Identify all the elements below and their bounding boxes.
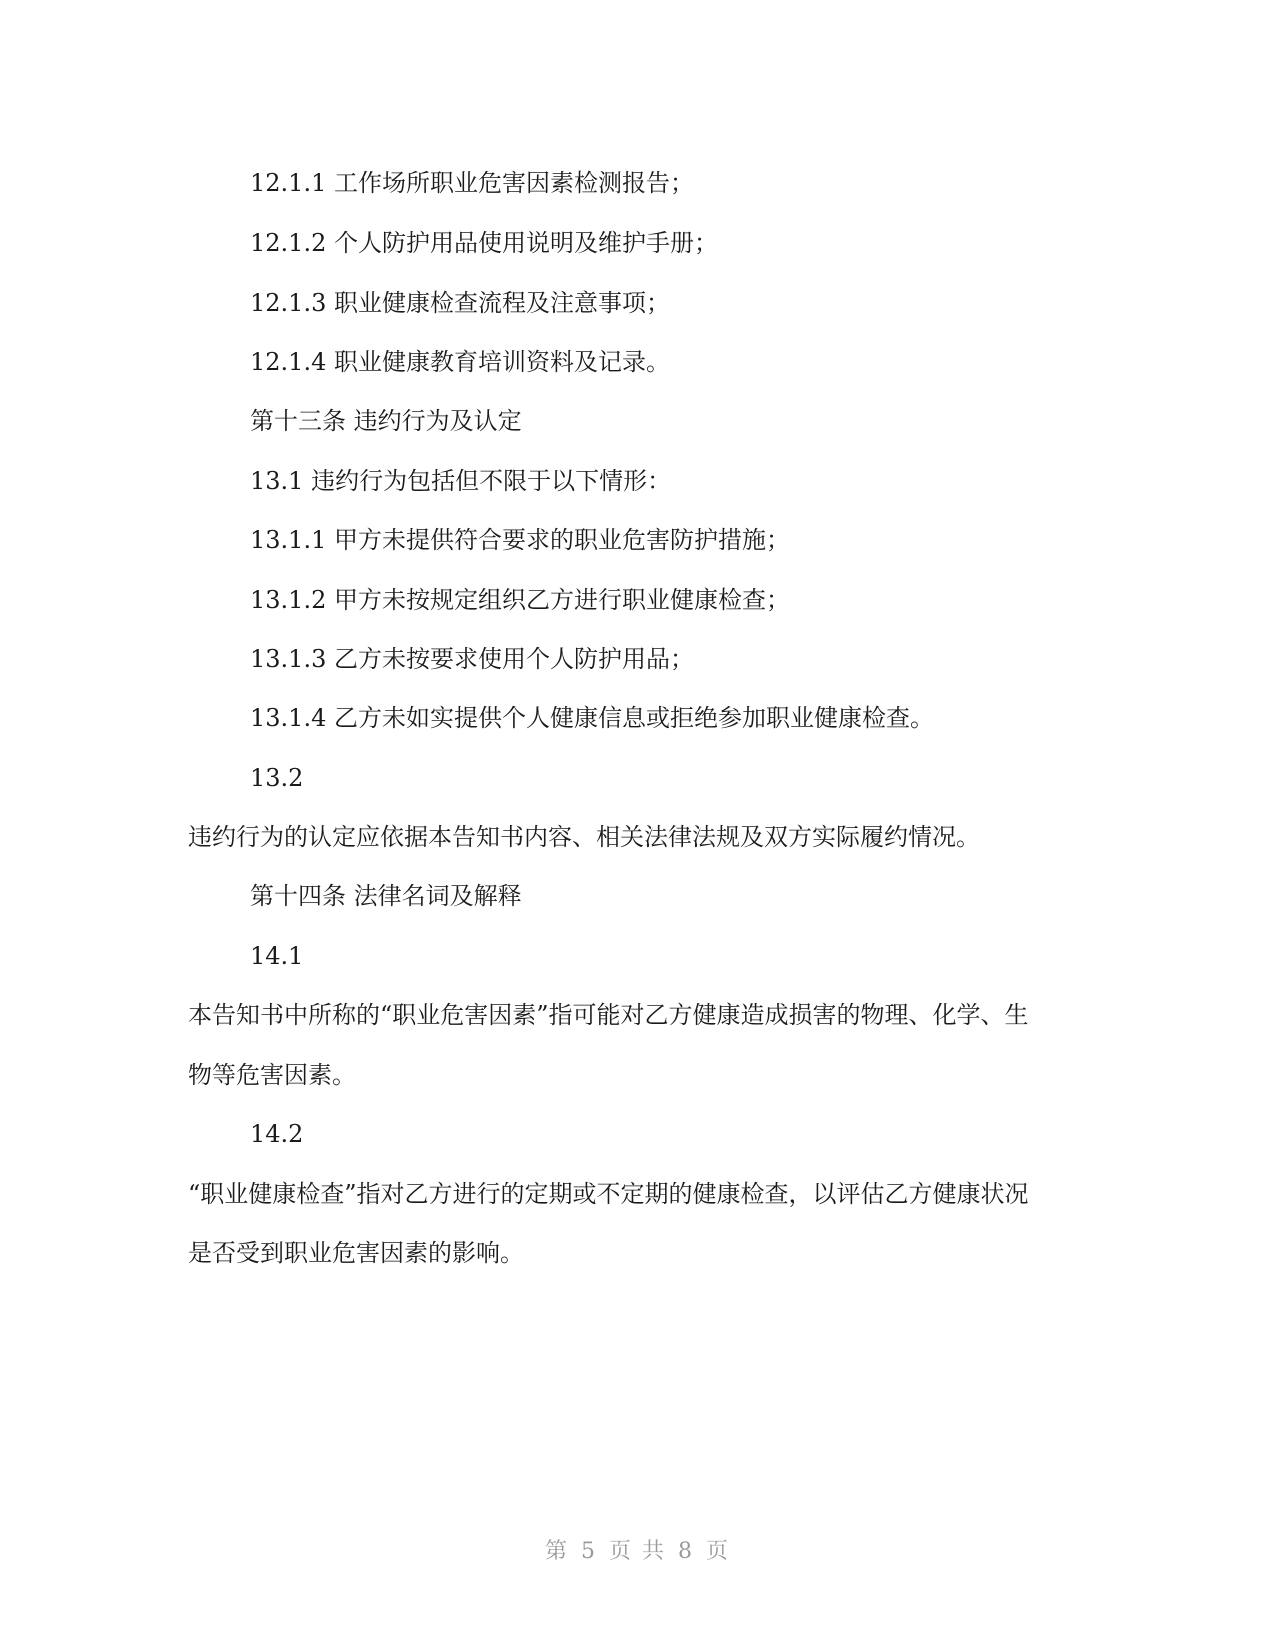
clause-14-1-text-line2: 物等危害因素。 [188,1061,356,1089]
clause-12-1-4: 12.1.4 职业健康教育培训资料及记录。 [250,348,670,376]
footer-prefix: 第 [544,1539,569,1564]
clause-12-1-2: 12.1.2 个人防护用品使用说明及维护手册； [250,229,718,257]
clause-13-1-4: 13.1.4 乙方未如实提供个人健康信息或拒绝参加职业健康检查。 [250,704,934,732]
clause-14-2-text-line2: 是否受到职业危害因素的影响。 [188,1239,524,1267]
clause-14-2-text-line1: “职业健康检查”指对乙方进行的定期或不定期的健康检查，以评估乙方健康状况 [188,1180,1029,1208]
clause-13-2-number: 13.2 [250,764,304,792]
page-footer [0,1534,1275,1565]
article-13-heading: 第十三条 违约行为及认定 [250,407,522,435]
clause-13-1: 13.1 违约行为包括但不限于以下情形： [250,467,672,495]
footer-middle: 页 共 [609,1539,666,1564]
clause-12-1-3: 12.1.3 职业健康检查流程及注意事项； [250,289,670,317]
clause-14-1-number: 14.1 [250,942,304,970]
clause-13-1-1: 13.1.1 甲方未提供符合要求的职业危害防护措施； [250,526,790,554]
total-pages-number: 8 [678,1539,694,1564]
clause-12-1-1: 12.1.1 工作场所职业危害因素检测报告； [250,169,694,197]
clause-14-1-text-line1: 本告知书中所称的“职业危害因素”指可能对乙方健康造成损害的物理、化学、生 [188,1001,1029,1029]
article-14-heading: 第十四条 法律名词及解释 [250,882,522,910]
clause-13-2-text: 违约行为的认定应依据本告知书内容、相关法律法规及双方实际履约情况。 [188,823,980,851]
clause-13-1-2: 13.1.2 甲方未按规定组织乙方进行职业健康检查； [250,586,790,614]
clause-14-2-number: 14.2 [250,1120,304,1148]
clause-13-1-3: 13.1.3 乙方未按要求使用个人防护用品； [250,645,694,673]
footer-suffix: 页 [706,1539,731,1564]
current-page-number: 5 [581,1539,597,1564]
